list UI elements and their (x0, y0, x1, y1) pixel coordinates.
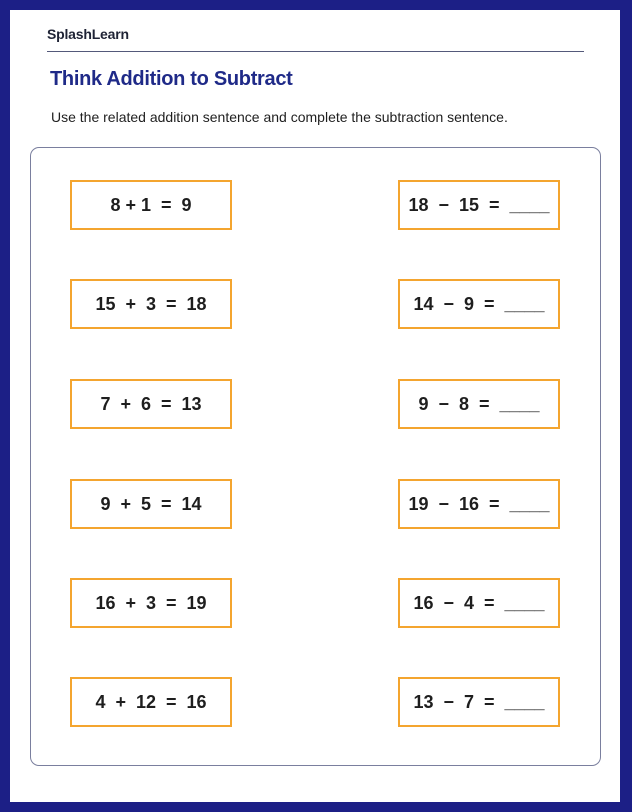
subtraction-sentence-1[interactable]: 18 − 15 = ____ (398, 180, 560, 230)
addition-sentence-1: 8 + 1 = 9 (70, 180, 232, 230)
addition-sentence-4: 9 + 5 = 14 (70, 479, 232, 529)
instructions-text: Use the related addition sentence and complete the subtraction sentence. (51, 109, 508, 125)
addition-sentence-6: 4 + 12 = 16 (70, 677, 232, 727)
header-divider (47, 51, 584, 52)
addition-sentence-5: 16 + 3 = 19 (70, 578, 232, 628)
subtraction-sentence-4[interactable]: 19 − 16 = ____ (398, 479, 560, 529)
brand-logo: SplashLearn (47, 26, 129, 42)
worksheet (10, 10, 620, 802)
subtraction-sentence-6[interactable]: 13 − 7 = ____ (398, 677, 560, 727)
problems-panel (30, 147, 601, 766)
subtraction-sentence-2[interactable]: 14 − 9 = ____ (398, 279, 560, 329)
page-title: Think Addition to Subtract (50, 68, 293, 90)
subtraction-sentence-5[interactable]: 16 − 4 = ____ (398, 578, 560, 628)
addition-sentence-2: 15 + 3 = 18 (70, 279, 232, 329)
subtraction-sentence-3[interactable]: 9 − 8 = ____ (398, 379, 560, 429)
addition-sentence-3: 7 + 6 = 13 (70, 379, 232, 429)
